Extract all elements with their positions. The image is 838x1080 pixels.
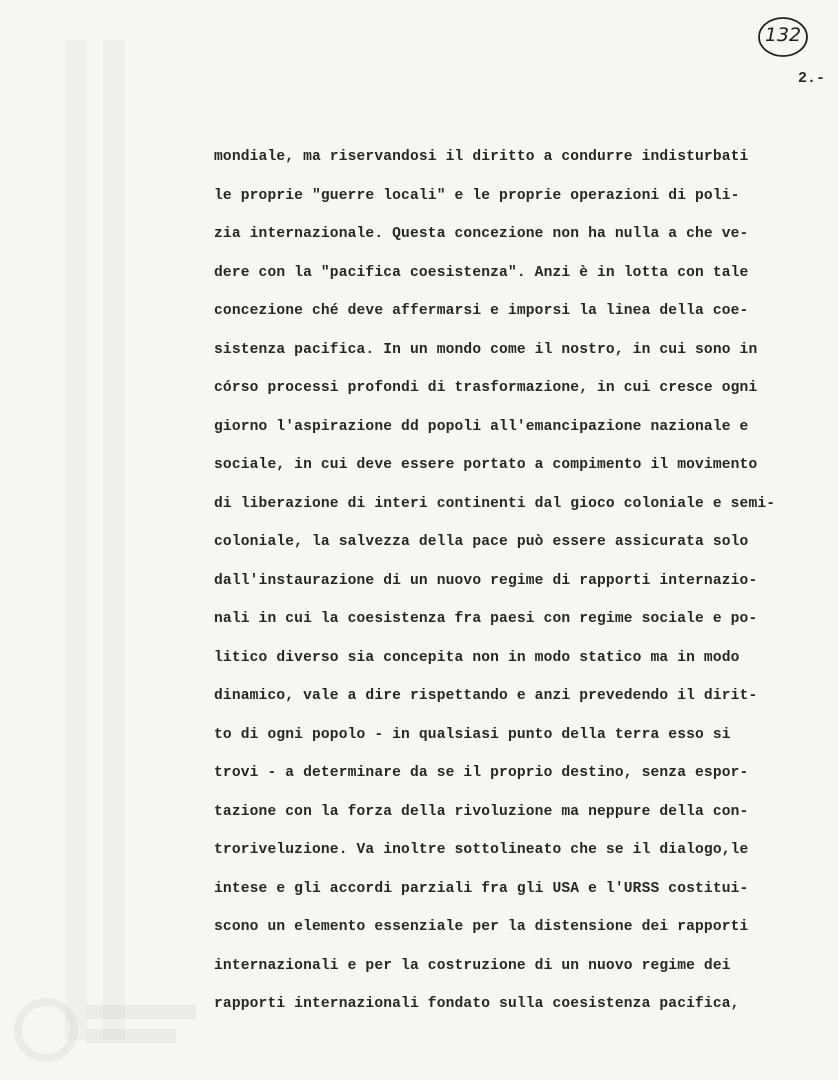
- text-line: dinamico, vale a dire rispettando e anzi prevedendo il dirit-: [214, 688, 758, 704]
- text-line: troriveluzione. Va inoltre sottolineato che se il dialogo,le: [214, 842, 749, 858]
- archive-watermark: [55, 0, 145, 1080]
- text-line: dere con la "pacifica coesistenza". Anzi è in lotta con tale: [214, 264, 749, 281]
- text-line: to di ogni popolo - in qualsiasi punto della terra esso si: [214, 726, 731, 743]
- text-line: dall'instaurazione di un nuovo regime di rapporti internazio-: [214, 572, 758, 589]
- page-number: 2.-: [798, 70, 826, 87]
- text-line: nali in cui la coesistenza fra paesi con regime sociale e po-: [214, 611, 758, 627]
- foundation-logo-watermark: [6, 985, 206, 1065]
- text-line: sistenza pacifica. In un mondo come il nostro, in cui sono in: [214, 341, 758, 358]
- text-line: córso processi profondi di trasformazione, in cui cresce ogni: [214, 380, 758, 396]
- text-line: sociale, in cui deve essere portato a compimento il movimento: [214, 457, 758, 473]
- handwritten-folio-mark: [756, 14, 810, 60]
- typed-body-text: [214, 142, 814, 1028]
- text-line: di liberazione di interi continenti dal gioco coloniale e semi-: [214, 495, 776, 512]
- text-line: tazione con la forza della rivoluzione ma neppure della con-: [214, 803, 749, 820]
- text-line: giorno l'aspirazione dd popoli all'emancipazione nazionale e: [214, 418, 749, 435]
- text-line: rapporti internazionali fondato sulla coesistenza pacifica,: [214, 996, 740, 1012]
- text-line: concezione ché deve affermarsi e imporsi la linea della coe-: [214, 303, 749, 319]
- text-line: coloniale, la salvezza della pace può essere assicurata solo: [214, 534, 749, 550]
- text-line: scono un elemento essenziale per la distensione dei rapporti: [214, 919, 749, 935]
- text-line: trovi - a determinare da se il proprio destino, senza espor-: [214, 765, 749, 781]
- folio-number: 132: [764, 24, 802, 46]
- text-line: zia internazionale. Questa concezione non ha nulla a che ve-: [214, 226, 749, 242]
- text-line: mondiale, ma riservandosi il diritto a condurre indisturbati: [214, 149, 749, 165]
- text-line: intese e gli accordi parziali fra gli USA e l'URSS costitui-: [214, 880, 749, 897]
- text-line: le proprie "guerre locali" e le proprie operazioni di poli-: [214, 187, 740, 204]
- text-line: internazionali e per la costruzione di un nuovo regime dei: [214, 957, 731, 974]
- text-line: litico diverso sia concepita non in modo statico ma in modo: [214, 649, 740, 666]
